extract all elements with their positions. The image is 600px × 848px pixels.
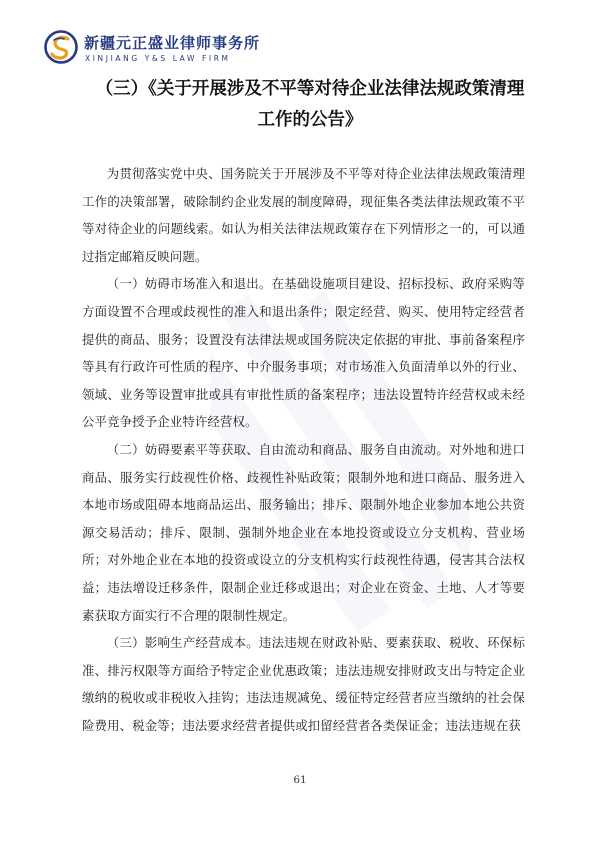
paragraph-item-1: （一）妨碍市场准入和退出。在基础设施项目建设、招标投标、政府采购等方面设置不合理或歧视性的准入和退出条件；限定经营、购买、使用特定经营者提供的商品、服务；设置没有法律法规或国务院决定依据的审批、事前备案程序等具有行政许可性质的程序、中介服务事项；对市场准入负面清单以外的行业、领域、业务等设置审批或具有审批性质的备案程序；违法设置特许经营权或未经公平竞争授予企业特许经营权。 [82,276,525,430]
paragraph-intro: 为贯彻落实党中央、国务院关于开展涉及不平等对待企业法律法规政策清理工作的决策部署，破除制约企业发展的制度障碍，现征集各类法律法规政策不平等对待企业的问题线索。如认为相关法律法规政策存在下列情形之一的，可以通过指定邮箱反映问题。 [82,166,525,264]
page-number: 61 [293,774,307,786]
section-title-line-1: （三）《关于开展涉及不平等对待企业法律法规政策清理 [95,79,525,99]
section-title-line-2: 工作的公告》 [257,110,363,130]
paragraph-item-2: （二）妨碍要素平等获取、自由流动和商品、服务自由流动。对外地和进口商品、服务实行歧视性价格、歧视性补贴政策；限制外地和进口商品、服务进入本地市场或阻碍本地商品运出、服务输出；排斥、限制外地企业参加本地公共资源交易活动；排斥、限制、强制外地企业在本地投资或设立分支机构、营业场所；对外地企业在本地的投资或设立的分支机构实行歧视性待遇，侵害其合法权益；违法增设迁移条件，限制企业迁移或退出；对企业在资金、土地、人才等要素获取方面实行不合理的限制性规定。 [82,441,525,623]
document-body [82,160,525,739]
swirl-s-logo-icon [44,30,78,64]
paragraph-item-3: （三）影响生产经营成本。违法违规在财政补贴、要素获取、税收、环保标准、排污权限等方面给予特定企业优惠政策；违法违规安排财政支出与特定企业缴纳的税收或非税收入挂钩；违法违规减免、缓征特定经营者应当缴纳的社会保险费用、税金等；违法要求经营者提供或扣留经营者各类保证金；违法违规在获 [82,635,525,733]
firm-name-cn: 新疆元正盛业律师事务所 [84,34,261,52]
section-title [60,74,560,136]
letterhead [44,26,344,70]
firm-name-en: XINJIANG Y&S LAW FIRM [85,54,231,63]
